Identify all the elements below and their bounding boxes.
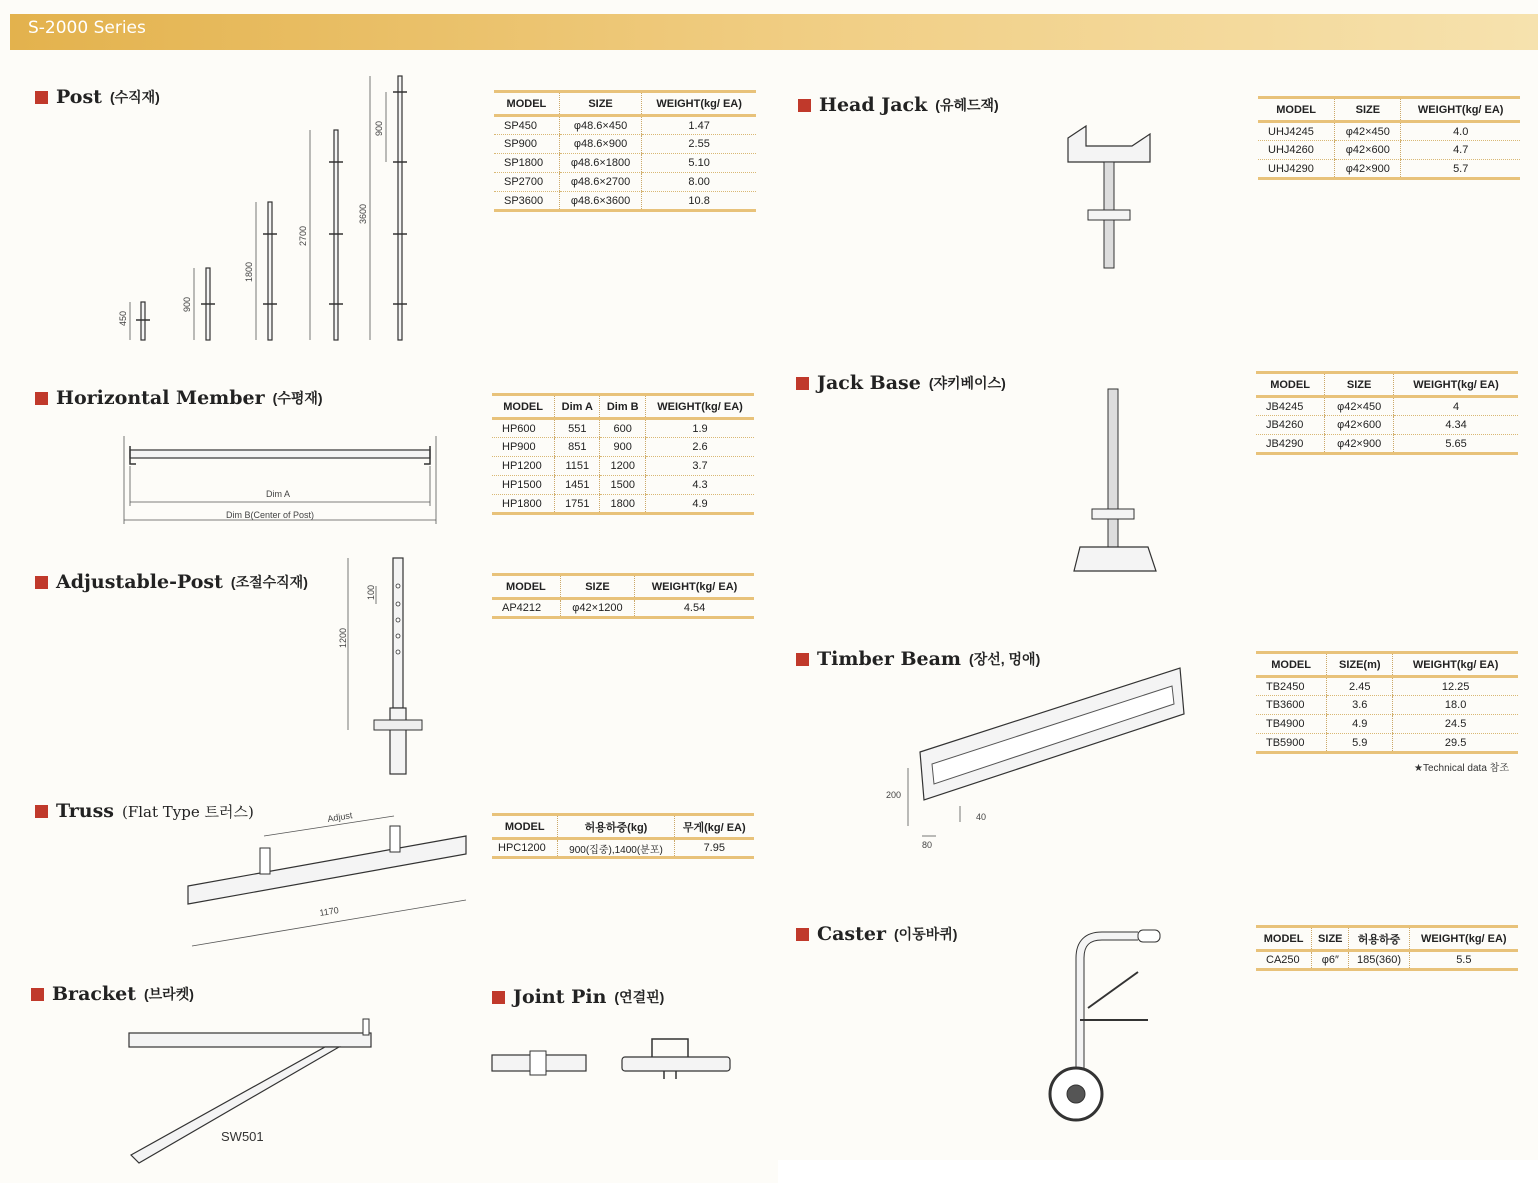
table-row <box>1256 397 1518 416</box>
dim-label-1800: 1800 <box>244 261 254 282</box>
table-cell: 4.7 <box>1401 141 1520 160</box>
adjustable-table <box>492 573 754 619</box>
table-cell: TB5900 <box>1256 734 1327 753</box>
section-heading-jackbase <box>796 372 1006 394</box>
bracket-model-label: SW501 <box>221 1129 264 1144</box>
adjustable-post-drawing <box>330 552 440 780</box>
table-cell: 29.5 <box>1393 734 1518 753</box>
table-cell: 2.6 <box>646 438 754 457</box>
table-row <box>1256 951 1518 970</box>
table-cell: 3.7 <box>646 457 754 476</box>
table-cell: 5.5 <box>1409 951 1518 970</box>
table-header: 허용하중 <box>1349 927 1409 951</box>
adjustable-title-ko: (조절수직재) <box>230 574 308 590</box>
table-cell: 5.10 <box>642 154 756 173</box>
table-cell: 1751 <box>555 495 600 514</box>
table-row <box>492 476 754 495</box>
table-row <box>494 192 756 211</box>
table-cell: 1.9 <box>646 419 754 438</box>
head-jack-drawing <box>1060 118 1160 278</box>
table-cell: 551 <box>555 419 600 438</box>
jack-base-drawing <box>1070 385 1170 575</box>
table-cell: 900 <box>600 438 646 457</box>
dim-label-200: 200 <box>886 790 902 800</box>
caster-title: Caster <box>817 923 887 945</box>
table-header: SIZE <box>559 92 641 116</box>
dim-label-3600: 3600 <box>358 203 368 224</box>
table-cell: φ48.6×900 <box>559 135 641 154</box>
bullet-square-icon <box>796 377 809 390</box>
headjack-title-ko: (유헤드잭) <box>935 97 999 113</box>
table-header: Dim B <box>600 395 646 419</box>
series-header-bar <box>10 14 1538 50</box>
bullet-square-icon <box>35 576 48 589</box>
table-cell: SP900 <box>494 135 559 154</box>
table-row <box>492 438 754 457</box>
dim-label-100: 100 <box>366 584 376 600</box>
table-cell: 4 <box>1394 397 1518 416</box>
table-header: WEIGHT(kg/ EA) <box>1401 98 1520 122</box>
table-cell: JB4245 <box>1256 397 1325 416</box>
table-cell: 1500 <box>600 476 646 495</box>
post-table <box>494 90 756 212</box>
series-title: S-2000 Series <box>28 18 146 38</box>
table-cell: φ48.6×1800 <box>559 154 641 173</box>
table-header: MODEL <box>1258 98 1335 122</box>
table-cell: φ48.6×2700 <box>559 173 641 192</box>
dim-label-450: 450 <box>118 310 128 326</box>
table-cell: 5.9 <box>1327 734 1393 753</box>
table-row <box>494 135 756 154</box>
table-row <box>1258 160 1520 179</box>
table-cell: AP4212 <box>492 599 560 618</box>
dim-label-1170: 1170 <box>318 905 340 918</box>
table-cell: 4.3 <box>646 476 754 495</box>
post-drawing <box>110 70 430 350</box>
table-row <box>1256 416 1518 435</box>
caster-title-ko: (이동바퀴) <box>894 926 958 942</box>
table-cell: φ42×900 <box>1325 435 1394 454</box>
table-cell: 2.55 <box>642 135 756 154</box>
table-cell: φ42×450 <box>1325 397 1394 416</box>
table-cell: TB4900 <box>1256 715 1327 734</box>
table-row <box>1258 141 1520 160</box>
dim-a-label: Dim A <box>266 489 291 499</box>
table-cell: 4.9 <box>1327 715 1393 734</box>
table-cell: HP1200 <box>492 457 555 476</box>
table-row <box>1256 715 1518 734</box>
bracket-title: Bracket <box>52 983 136 1005</box>
bullet-square-icon <box>35 392 48 405</box>
table-cell: φ48.6×3600 <box>559 192 641 211</box>
table-cell: 24.5 <box>1393 715 1518 734</box>
dim-label-80: 80 <box>922 840 933 850</box>
table-cell: SP2700 <box>494 173 559 192</box>
table-header: SIZE(m) <box>1327 653 1393 677</box>
jackbase-table <box>1256 371 1518 455</box>
post-title-ko: (수직재) <box>109 89 160 105</box>
bullet-square-icon <box>798 99 811 112</box>
dim-label-2700: 2700 <box>298 225 308 246</box>
bullet-square-icon <box>492 991 505 1004</box>
table-cell: 12.25 <box>1393 677 1518 696</box>
table-cell: 2.45 <box>1327 677 1393 696</box>
jackbase-title-ko: (쟈키베이스) <box>928 375 1006 391</box>
joint-pin-drawing <box>488 1035 738 1085</box>
table-header: Dim A <box>555 395 600 419</box>
table-cell: φ42×450 <box>1335 122 1401 141</box>
table-header: SIZE <box>1335 98 1401 122</box>
timber-title: Timber Beam <box>817 648 962 670</box>
table-cell: φ42×600 <box>1325 416 1394 435</box>
dim-b-label: Dim B(Center of Post) <box>226 510 315 520</box>
table-cell: 3.6 <box>1327 696 1393 715</box>
table-cell: TB3600 <box>1256 696 1327 715</box>
table-cell: 1451 <box>555 476 600 495</box>
headjack-title: Head Jack <box>819 94 928 116</box>
table-cell: HP600 <box>492 419 555 438</box>
joint-title: Joint Pin <box>513 986 607 1008</box>
table-cell: 4.9 <box>646 495 754 514</box>
table-cell: 1151 <box>555 457 600 476</box>
bullet-square-icon <box>35 91 48 104</box>
table-cell: 4.0 <box>1401 122 1520 141</box>
post-title: Post <box>56 86 102 108</box>
section-heading-joint <box>492 986 664 1008</box>
table-cell: HP1800 <box>492 495 555 514</box>
table-cell: 4.54 <box>635 599 754 618</box>
truss-title: Truss <box>56 800 114 822</box>
table-header: MODEL <box>492 395 555 419</box>
table-header: MODEL <box>1256 927 1312 951</box>
table-header: 무게(kg/ EA) <box>674 815 754 839</box>
table-cell: 1200 <box>600 457 646 476</box>
table-row <box>494 154 756 173</box>
bullet-square-icon <box>796 653 809 666</box>
table-cell: 5.7 <box>1401 160 1520 179</box>
truss-table <box>492 813 754 859</box>
joint-title-ko: (연결핀) <box>614 989 665 1005</box>
timber-table <box>1256 651 1518 754</box>
table-header: WEIGHT(kg/ EA) <box>635 575 754 599</box>
table-row <box>1258 122 1520 141</box>
table-cell: φ48.6×450 <box>559 116 641 135</box>
bracket-drawing <box>125 1015 385 1175</box>
table-header: SIZE <box>1325 373 1394 397</box>
dim-label-40: 40 <box>976 812 987 822</box>
technical-data-note: ★Technical data 참조 <box>1414 763 1509 774</box>
adjust-label: Adjust <box>326 810 354 824</box>
table-cell: 600 <box>600 419 646 438</box>
section-heading-adjustable <box>35 571 308 593</box>
table-row <box>1256 435 1518 454</box>
bracket-title-ko: (브라켓) <box>143 986 194 1002</box>
table-cell: HP1500 <box>492 476 555 495</box>
table-cell: 851 <box>555 438 600 457</box>
section-heading-horizontal <box>35 387 323 409</box>
table-cell: 18.0 <box>1393 696 1518 715</box>
table-cell: 1800 <box>600 495 646 514</box>
dim-label-900-spacing: 900 <box>374 120 384 136</box>
caster-table <box>1256 925 1518 971</box>
table-header: MODEL <box>1256 373 1325 397</box>
table-row <box>1256 696 1518 715</box>
bullet-square-icon <box>31 988 44 1001</box>
table-header: WEIGHT(kg/ EA) <box>1394 373 1518 397</box>
bullet-square-icon <box>35 805 48 818</box>
horizontal-member-drawing <box>118 432 438 527</box>
table-cell: 4.34 <box>1394 416 1518 435</box>
table-header: MODEL <box>492 815 558 839</box>
horizontal-table <box>492 393 754 515</box>
table-cell: SP3600 <box>494 192 559 211</box>
truss-drawing <box>180 800 480 950</box>
table-cell: φ6″ <box>1312 951 1349 970</box>
dim-label-900: 900 <box>182 296 192 312</box>
headjack-table <box>1258 96 1520 180</box>
table-row <box>492 599 754 618</box>
table-cell: 185(360) <box>1349 951 1409 970</box>
table-row <box>494 116 756 135</box>
table-cell: UHJ4245 <box>1258 122 1335 141</box>
table-cell: SP1800 <box>494 154 559 173</box>
table-header: WEIGHT(kg/ EA) <box>1409 927 1518 951</box>
table-header: WEIGHT(kg/ EA) <box>642 92 756 116</box>
table-cell: φ42×900 <box>1335 160 1401 179</box>
table-header: SIZE <box>560 575 634 599</box>
table-header: 허용하중(kg) <box>558 815 674 839</box>
adjustable-title: Adjustable-Post <box>56 571 223 593</box>
table-cell: HP900 <box>492 438 555 457</box>
table-cell: 10.8 <box>642 192 756 211</box>
table-cell: CA250 <box>1256 951 1312 970</box>
table-header: SIZE <box>1312 927 1349 951</box>
table-cell: HPC1200 <box>492 839 558 858</box>
table-cell: 900(집중),1400(분포) <box>558 839 674 858</box>
table-cell: 7.95 <box>674 839 754 858</box>
table-row <box>492 495 754 514</box>
timber-beam-drawing <box>880 660 1190 850</box>
section-heading-caster <box>796 923 957 945</box>
table-cell: JB4260 <box>1256 416 1325 435</box>
horizontal-title-ko: (수평재) <box>272 390 323 406</box>
table-cell: UHJ4290 <box>1258 160 1335 179</box>
truss-subtitle: (Flat Type 트러스) <box>121 802 254 821</box>
table-header: WEIGHT(kg/ EA) <box>646 395 754 419</box>
table-cell: JB4290 <box>1256 435 1325 454</box>
table-row <box>1256 734 1518 753</box>
table-header: MODEL <box>1256 653 1327 677</box>
table-header: MODEL <box>494 92 559 116</box>
table-cell: SP450 <box>494 116 559 135</box>
section-heading-bracket <box>31 983 194 1005</box>
timber-title-ko: (장선, 멍애) <box>969 651 1041 667</box>
table-row <box>492 419 754 438</box>
page-margin <box>778 1160 1538 1183</box>
table-cell: 5.65 <box>1394 435 1518 454</box>
dim-label-1200: 1200 <box>338 627 348 648</box>
table-row <box>492 457 754 476</box>
table-cell: UHJ4260 <box>1258 141 1335 160</box>
horizontal-title: Horizontal Member <box>56 387 265 409</box>
table-cell: TB2450 <box>1256 677 1327 696</box>
bullet-square-icon <box>796 928 809 941</box>
table-cell: φ42×1200 <box>560 599 634 618</box>
caster-drawing <box>1028 928 1168 1128</box>
table-row <box>494 173 756 192</box>
table-row <box>492 839 754 858</box>
section-heading-headjack <box>798 94 999 116</box>
table-header: MODEL <box>492 575 560 599</box>
jackbase-title: Jack Base <box>817 372 921 394</box>
table-cell: 8.00 <box>642 173 756 192</box>
table-cell: 1.47 <box>642 116 756 135</box>
table-row <box>1256 677 1518 696</box>
table-header: WEIGHT(kg/ EA) <box>1393 653 1518 677</box>
table-cell: φ42×600 <box>1335 141 1401 160</box>
